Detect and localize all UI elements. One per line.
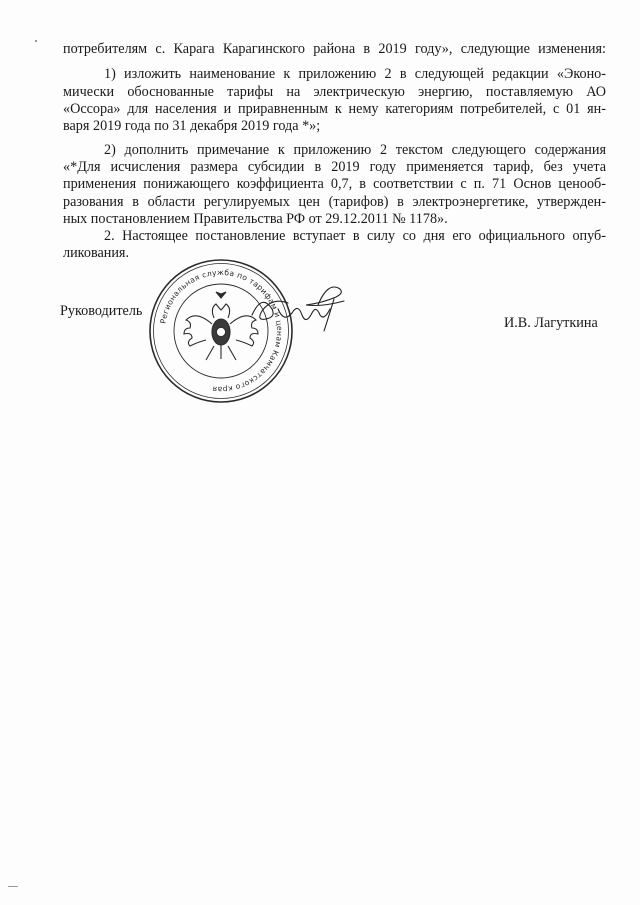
handwritten-signature <box>248 285 358 335</box>
text-line-7: «*Для исчисления размера субсидии в 2019 году применяется тариф, без учета <box>63 159 606 175</box>
signatory-name: И.В. Лагуткина <box>504 315 598 331</box>
eagle-emblem-icon <box>184 292 258 360</box>
text-line-5: варя 2019 года по 31 декабря 2019 года *»; <box>63 118 321 134</box>
text-line-3: мически обоснованные тарифы на электрическую энергию, поставляемую АО <box>63 84 606 100</box>
text-line-10: ных постановлением Правительства РФ от 29.12.2011 № 1178». <box>63 211 448 227</box>
scan-speck <box>8 886 18 887</box>
text-line-11: 2. Настоящее постановление вступает в силу со дня его официального опуб- <box>104 228 606 244</box>
text-line-9: разования в области регулируемых цен (тарифов) в электроэнергетике, утвержден- <box>63 194 606 210</box>
text-line-12: ликования. <box>63 245 130 261</box>
signatory-title: Руководитель <box>60 303 143 319</box>
text-line-2: 1) изложить наименование к приложению 2 в следующей редакции «Эконо- <box>104 66 606 82</box>
text-line-8: применения понижающего коэффициента 0,7, в соответствии с п. 71 Основ ценооб- <box>63 176 606 192</box>
scan-speck <box>35 40 37 42</box>
seal-ring-textpath: Региональная служба по тарифам и ценам Камчатского края <box>158 267 285 395</box>
text-line-4: «Оссора» для населения и приравненным к нему категориям потребителей, с 01 ян- <box>63 101 606 117</box>
text-line-6: 2) дополнить примечание к приложению 2 текстом следующего содержания <box>104 142 606 158</box>
text-line-1: потребителям с. Карага Карагинского района в 2019 году», следующие изменения: <box>63 41 606 57</box>
